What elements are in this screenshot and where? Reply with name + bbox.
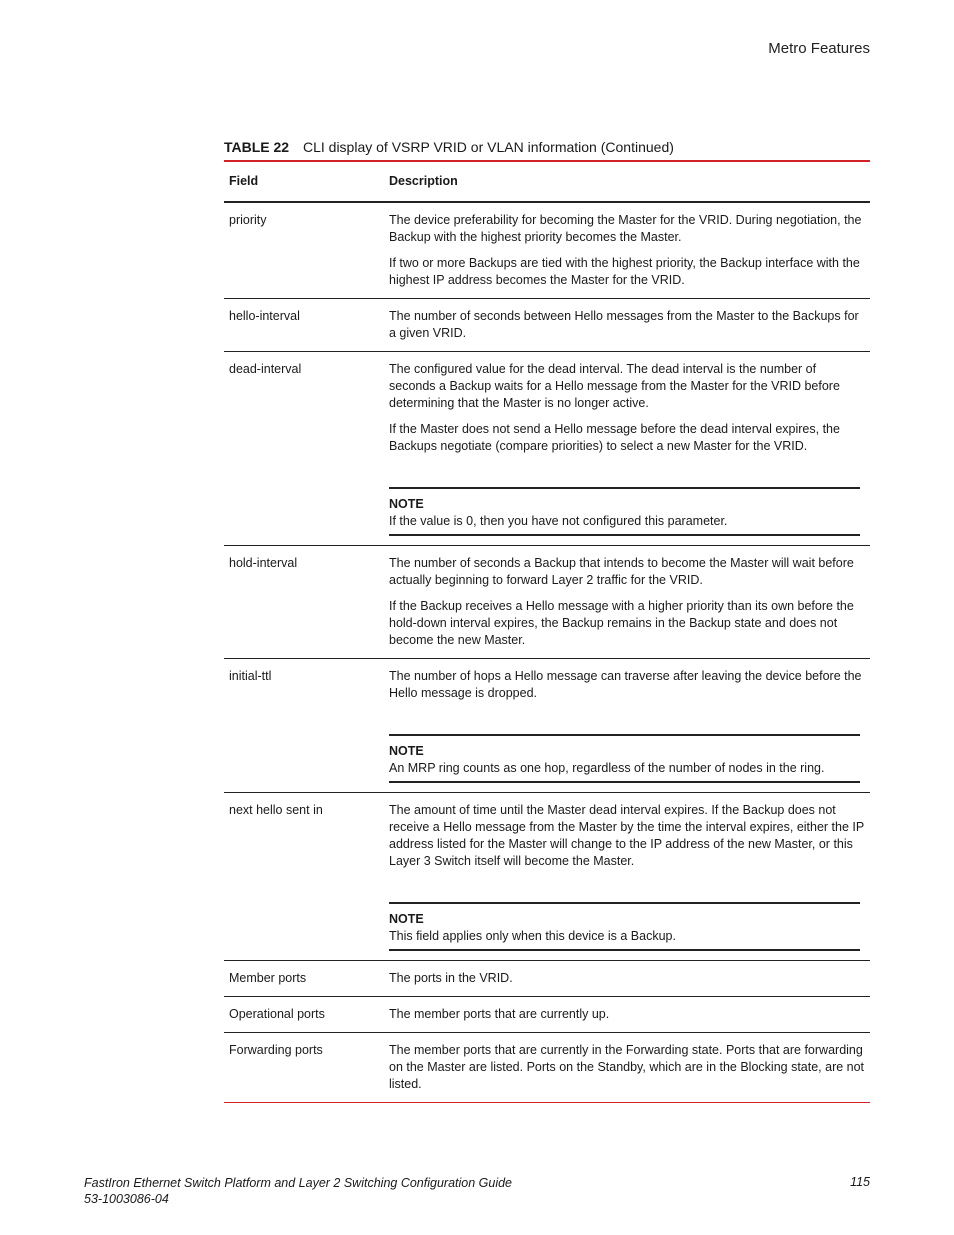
description-paragraph: The number of hops a Hello message can traverse after leaving the device before the Hello message is dropped. — [389, 669, 862, 700]
description-paragraph: The member ports that are currently in the Forwarding state. Ports that are forwarding on the Master are listed. Ports on the Standby, which are in the Blocking state, are not listed. — [389, 1043, 865, 1091]
column-header-field: Field — [229, 174, 259, 188]
table-row — [224, 793, 870, 961]
table-row — [224, 961, 870, 997]
note-text: An MRP ring counts as one hop, regardless of the number of nodes in the ring. — [389, 761, 825, 775]
table-number: TABLE 22 — [224, 139, 290, 155]
footer-doc-id: 53-1003086-04 — [84, 1192, 169, 1206]
column-header-description: Description — [389, 174, 458, 188]
note-box — [389, 487, 860, 536]
field-name: Forwarding ports — [229, 1043, 323, 1057]
note-title: NOTE — [389, 497, 424, 511]
footer-doc-title: FastIron Ethernet Switch Platform and Layer 2 Switching Configuration Guide — [84, 1176, 512, 1190]
table-caption — [224, 136, 870, 162]
note-text: If the value is 0, then you have not configured this parameter. — [389, 514, 728, 528]
note-text: This field applies only when this device is a Backup. — [389, 929, 676, 943]
note-box — [389, 902, 860, 951]
field-name: dead-interval — [229, 362, 302, 376]
page-number: 115 — [850, 1175, 870, 1189]
table-row — [224, 997, 870, 1033]
field-description — [389, 203, 870, 298]
field-description — [389, 961, 870, 996]
table-row — [224, 546, 870, 659]
field-name: next hello sent in — [229, 803, 323, 817]
table-row — [224, 203, 870, 299]
description-paragraph: If the Master does not send a Hello message before the dead interval expires, the Backups negotiate (compare priorities) to select a new Master for the VRID. — [389, 422, 840, 453]
description-paragraph: The member ports that are currently up. — [389, 1007, 610, 1021]
description-paragraph: The configured value for the dead interval. The dead interval is the number of seconds a Backup waits for a Hello message from the Master for the VRID before determining that the Master is no longer active. — [389, 362, 840, 410]
field-description — [389, 793, 870, 960]
vsrp-info-table — [224, 136, 870, 1103]
field-description — [389, 659, 870, 792]
field-name: hold-interval — [229, 556, 298, 570]
field-name: Operational ports — [229, 1007, 325, 1021]
note-title: NOTE — [389, 912, 424, 926]
field-name: Member ports — [229, 971, 307, 985]
description-paragraph: The device preferability for becoming the Master for the VRID. During negotiation, the Backup with the highest priority becomes the Master. — [389, 213, 862, 244]
table-header-row — [224, 162, 870, 203]
field-description — [389, 352, 870, 545]
field-name: initial-ttl — [229, 669, 272, 683]
description-paragraph: If the Backup receives a Hello message with a higher priority than its own before the hold-down interval expires, the Backup remains in the Backup state and does not become the new Master. — [389, 599, 854, 647]
description-paragraph: The number of seconds a Backup that intends to become the Master will wait before actually beginning to forward Layer 2 traffic for the VRID. — [389, 556, 854, 587]
table-title: CLI display of VSRP VRID or VLAN information (Continued) — [302, 139, 674, 155]
description-paragraph: The number of seconds between Hello messages from the Master to the Backups for a given VRID. — [389, 309, 859, 340]
field-description — [389, 299, 870, 351]
field-description — [389, 1033, 870, 1102]
description-paragraph: The ports in the VRID. — [389, 971, 513, 985]
field-name: priority — [229, 213, 267, 227]
table-row — [224, 299, 870, 352]
note-box — [389, 734, 860, 783]
note-title: NOTE — [389, 744, 424, 758]
field-description — [389, 997, 870, 1032]
table-row — [224, 1033, 870, 1103]
field-description — [389, 546, 870, 658]
field-name: hello-interval — [229, 309, 300, 323]
description-paragraph: If two or more Backups are tied with the highest priority, the Backup interface with the highest IP address becomes the Master for the VRID. — [389, 256, 860, 287]
running-header: Metro Features — [768, 40, 870, 57]
table-row — [224, 352, 870, 546]
description-paragraph: The amount of time until the Master dead interval expires. If the Backup does not receive a Hello message from the Master by the time the interval expires, either the IP address listed for the Master will change to the IP address of the new Master, or this Layer 3 Switch itself will become the Master. — [389, 803, 864, 868]
table-row — [224, 659, 870, 793]
page-footer — [84, 1175, 512, 1207]
